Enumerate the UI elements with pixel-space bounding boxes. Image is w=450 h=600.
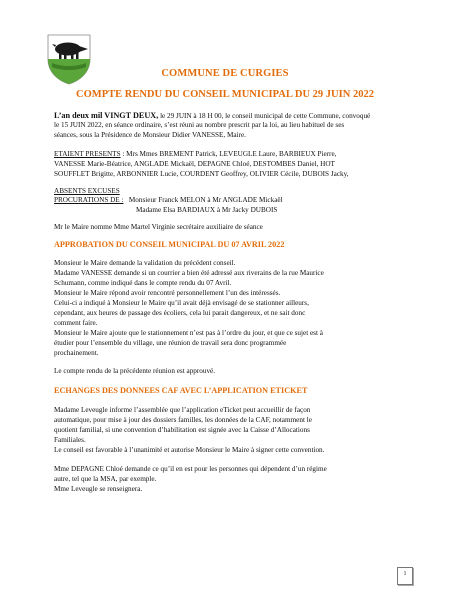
s1-p3: Monsieur le Maire répond avoir rencontré personnellement l’un des intéressés. bbox=[54, 289, 281, 297]
report-title: COMPTE RENDU DU CONSEIL MUNICIPAL DU 29 JUIN 2022 bbox=[76, 89, 374, 100]
procuration-line-1: PROCURATIONS DE : Monsieur Franck MELON à Mr ANGLADE Mickaël bbox=[54, 196, 283, 204]
s1-p5b: étudier pour l’ensemble du village, une réunion de travail sera donc programmée bbox=[54, 339, 287, 347]
page-number: 1 bbox=[403, 571, 407, 577]
s1-p4a: Celui-ci a indiqué à Monsieur le Maire qu’il avait déjà envisagé de se stationner ailleurs, bbox=[54, 299, 309, 307]
s1-p5c: prochainement. bbox=[54, 349, 99, 357]
s2-p1b: automatique, pour mise à jour des dossiers familles, les données de la CAF, notamment le bbox=[54, 416, 312, 424]
s1-p2b: Schumann, comme indiqué dans le compte rendu du 07 Avril. bbox=[54, 279, 232, 287]
procuration-line-2: Madame Elsa BARDIAUX à Mr Jacky DUBOIS bbox=[136, 206, 278, 214]
section-approbation-heading: APPROBATION DU CONSEIL MUNICIPAL DU 07 AVRIL 2022 bbox=[54, 240, 285, 249]
presents-line-3: SOUFFLET Brigitte, ARBONNIER Lucie, COURDENT Geoffrey, OLIVIER Cécile, DUBOIS Jacky, bbox=[54, 170, 349, 178]
presents-line-1: ETAIENT PRESENTS : Mrs Mmes BREMENT Patrick, LEVEUGLE Laure, BARBIEUX Pierre, bbox=[54, 150, 337, 158]
s2-p2: Le conseil est favorable à l’unanimité et autorise Monsieur le Maire à signer cette convention. bbox=[54, 446, 325, 454]
absents-label: ABSENTS EXCUSES bbox=[54, 187, 120, 195]
s2-p1c: quotient familial, si une convention d’habilitation est signée avec la Caisse d’Allocations bbox=[54, 426, 310, 434]
s1-p6: Le compte rendu de la précédente réunion est approuvé. bbox=[54, 367, 216, 375]
procurations-label: PROCURATIONS DE : bbox=[54, 196, 124, 204]
s1-p1: Monsieur le Maire demande la validation du précédent conseil. bbox=[54, 259, 236, 267]
s2-p3b: autre, tel que la MSA, par exemple. bbox=[54, 475, 157, 483]
page-number-box bbox=[397, 567, 413, 585]
intro-line-1: L’an deux mil VINGT DEUX, le 29 JUIN à 18 H 00, le conseil municipal de cette Commune, convoqué bbox=[54, 111, 371, 120]
secretary-line: Mr le Maire nomme Mme Martel Virginie secrétaire auxiliaire de séance bbox=[54, 223, 263, 231]
s1-p4c: comment faire. bbox=[54, 319, 98, 327]
s2-p1d: Familiales. bbox=[54, 436, 86, 444]
intro-line-3: séances, sous la Présidence de Monsieur Didier VANESSE, Maire. bbox=[54, 131, 246, 139]
presents-label: ETAIENT PRESENTS bbox=[54, 150, 121, 158]
intro-line-2: le 15 JUIN 2022, en séance ordinaire, s’est réuni au nombre prescrit par la loi, au lieu habituel de ses bbox=[54, 121, 345, 129]
s1-p5a: Monsieur le Maire ajoute que le stationnement n’est pas à l’ordre du jour, et que ce sujet est à bbox=[54, 329, 323, 337]
presents-line-2: VANESSE Marie-Béatrice, ANGLADE Mickaël, DEPAGNE Chloé, DESTOMBES Daniel, HOT bbox=[54, 160, 335, 168]
s2-p3a: Mme DEPAGNE Chloé demande ce qu’il en est pour les personnes qui dépendent d’un régime bbox=[54, 465, 327, 473]
s1-p4b: cependant, aux heures de passage des écoliers, cela lui parait dangereux, et ne sait donc bbox=[54, 309, 306, 317]
s1-p2a: Madame VANESSE demande si un courrier a bien été adressé aux riverains de la rue Maurice bbox=[54, 269, 324, 277]
s2-p4: Mme Leveugle se renseignera. bbox=[54, 485, 143, 493]
commune-title: COMMUNE DE CURGIES bbox=[161, 68, 289, 79]
section-caf-heading: ECHANGES DES DONNEES CAF AVEC L’APPLICATION ETICKET bbox=[54, 386, 308, 395]
s2-p1a: Madame Leveugle informe l’assemblée que l’application eTicket peut accueillir de façon bbox=[54, 406, 311, 414]
